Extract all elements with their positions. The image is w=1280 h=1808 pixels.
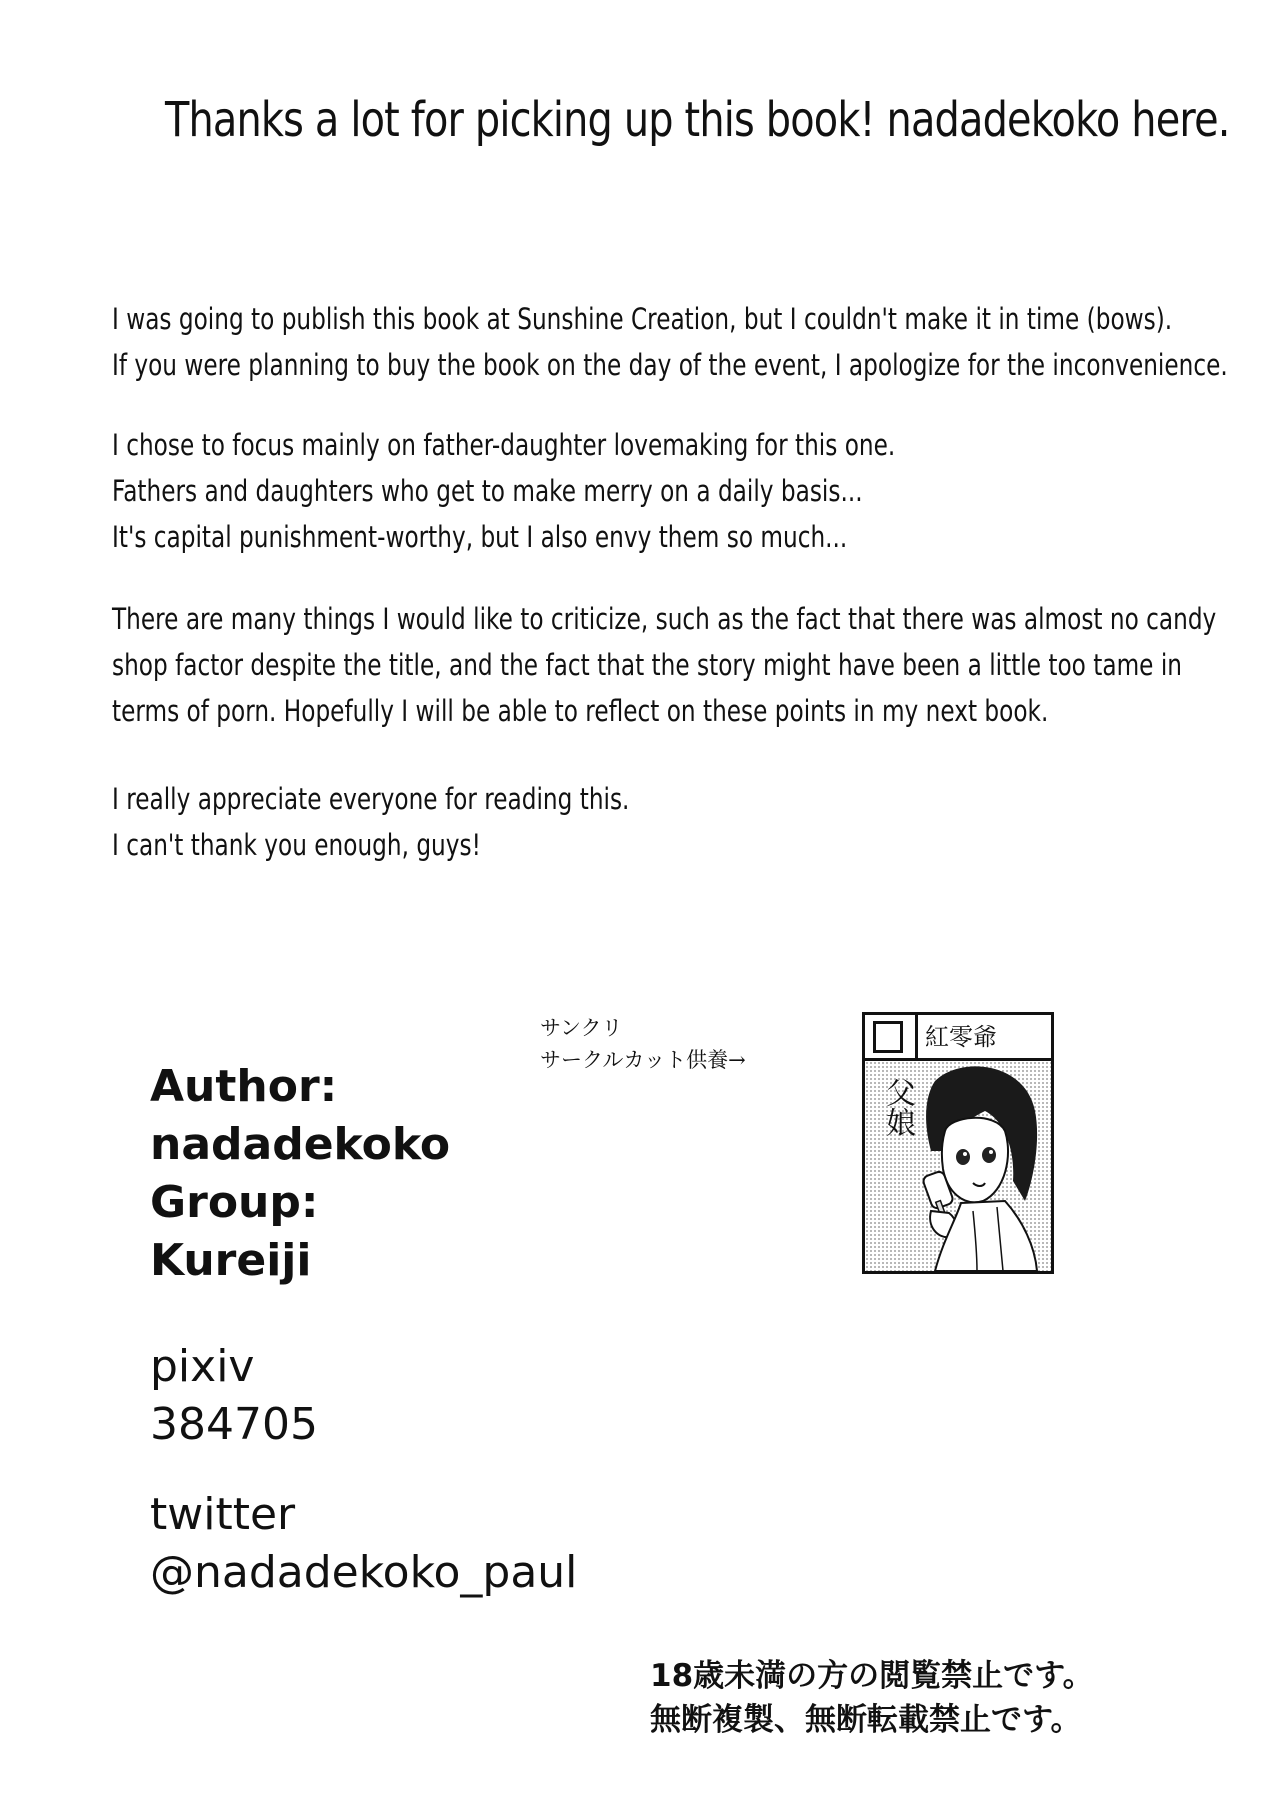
- paragraph-line: If you were planning to buy the book on the day of the event, I apologize for the inconvenience.: [112, 348, 1228, 382]
- paragraph-line: I really appreciate everyone for reading this.: [112, 782, 630, 816]
- twitter-handle: @nadadekoko_paul: [150, 1547, 578, 1598]
- circle-cut-space-box: [873, 1021, 903, 1053]
- paragraph-line: shop factor despite the title, and the fact that the story might have been a little too tame in: [112, 648, 1182, 682]
- paragraph-focus: [112, 422, 895, 560]
- circle-cut-note: [540, 1012, 746, 1076]
- page-title: Thanks a lot for picking up this book! nadadekoko here.: [165, 92, 1230, 148]
- age-warning: 18歳未満の方の閲覧禁止です。: [650, 1658, 1094, 1694]
- copyright-warning: 無断複製、無断転載禁止です。: [650, 1702, 1082, 1738]
- circle-name: 紅零爺: [925, 1023, 997, 1051]
- group-name: Kureiji: [150, 1235, 312, 1286]
- pixiv-id: 384705: [150, 1399, 318, 1450]
- paragraph-thanks: [112, 776, 629, 868]
- credits-pixiv: [150, 1338, 318, 1454]
- paragraph-criticism: [112, 596, 1216, 734]
- author-name: nadadekoko: [150, 1119, 451, 1170]
- paragraph-line: terms of porn. Hopefully I will be able to reflect on these points in my next book.: [112, 694, 1049, 728]
- paragraph-line: I can't thank you enough, guys!: [112, 828, 481, 862]
- paragraph-line: It's capital punishment-worthy, but I also envy them so much...: [112, 520, 848, 554]
- pixiv-label: pixiv: [150, 1341, 255, 1392]
- paragraph-line: I was going to publish this book at Sunshine Creation, but I couldn't make it in time (bows).: [112, 302, 1173, 336]
- group-label: Group:: [150, 1177, 319, 1228]
- circle-cut-header: [865, 1015, 1051, 1061]
- paragraph-line: There are many things I would like to criticize, such as the fact that there was almost no candy: [112, 602, 1217, 636]
- credits-twitter: [150, 1486, 577, 1602]
- twitter-label: twitter: [150, 1489, 296, 1540]
- circle-cut-note-line: サンクリ: [540, 1016, 623, 1040]
- circle-cut-vertical-text: 父娘: [880, 1077, 915, 1137]
- circle-cut-note-line: サークルカット供養→: [540, 1048, 746, 1072]
- age-and-copyright-warning: [650, 1654, 1094, 1742]
- circle-cut-illustration: [862, 1012, 1054, 1274]
- paragraph-line: Fathers and daughters who get to make merry on a daily basis...: [112, 474, 863, 508]
- paragraph-line: I chose to focus mainly on father-daughter lovemaking for this one.: [112, 428, 896, 462]
- credits-author-group: [150, 1058, 450, 1290]
- author-label: Author:: [150, 1061, 338, 1112]
- circle-cut-divider: [915, 1015, 918, 1058]
- paragraph-apology: [112, 296, 1228, 388]
